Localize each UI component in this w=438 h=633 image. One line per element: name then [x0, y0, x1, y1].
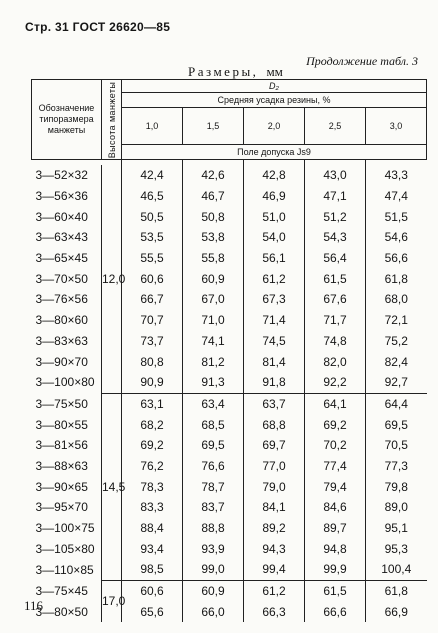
- table-continuation-label: Продолжение табл. 3: [306, 54, 418, 68]
- table-row: [32, 310, 427, 331]
- table-row: [32, 476, 427, 497]
- value-cell: 80,8: [122, 351, 183, 372]
- table-row: [32, 497, 427, 518]
- value-cell: 53,8: [183, 227, 244, 248]
- value-cell: 68,2: [122, 414, 183, 435]
- value-cell: 89,7: [305, 518, 366, 539]
- designation-cell: 3—90×70: [32, 351, 102, 372]
- value-cell: 81,2: [183, 351, 244, 372]
- value-cell: 71,7: [305, 310, 366, 331]
- designation-cell: 3—110×85: [32, 559, 102, 580]
- value-cell: 67,0: [183, 289, 244, 310]
- value-cell: 69,5: [183, 435, 244, 456]
- value-cell: 91,8: [244, 372, 305, 393]
- designation-cell: 3—100×80: [32, 372, 102, 393]
- value-cell: 83,7: [183, 497, 244, 518]
- value-cell: 82,0: [305, 351, 366, 372]
- designation-cell: 3—80×55: [32, 414, 102, 435]
- shrinkage-col-2: 1,5: [183, 108, 244, 145]
- value-cell: 46,7: [183, 186, 244, 207]
- designation-cell: 3—83×63: [32, 331, 102, 352]
- header-height: [102, 80, 122, 160]
- table-row: [32, 580, 427, 601]
- value-cell: 67,6: [305, 289, 366, 310]
- value-cell: 92,7: [384, 375, 408, 390]
- value-cell: 77,0: [244, 456, 305, 477]
- value-cell: 84,6: [305, 497, 366, 518]
- value-cell: 61,2: [244, 268, 305, 289]
- value-cell: 83,3: [122, 497, 183, 518]
- table-row: [32, 435, 427, 456]
- table-row: [32, 186, 427, 207]
- value-cell: 42,6: [183, 165, 244, 186]
- value-cell: 54,0: [244, 227, 305, 248]
- value-cell: 43,0: [305, 165, 366, 186]
- table-row: [32, 559, 427, 580]
- value-cell: 55,8: [183, 248, 244, 269]
- value-cell: 70,5: [384, 438, 408, 453]
- value-cell: 64,4: [366, 393, 427, 414]
- shrinkage-col-4: 2,5: [305, 108, 366, 145]
- table-row: [32, 268, 427, 289]
- table-row: [32, 289, 427, 310]
- page-number: 116: [24, 598, 44, 613]
- value-cell: 47,4: [384, 189, 408, 204]
- value-cell: 95,1: [384, 521, 408, 536]
- table-row: [32, 331, 427, 352]
- value-cell: 66,0: [183, 601, 244, 622]
- designation-cell: 3—90×65: [32, 476, 102, 497]
- value-cell: 75,2: [384, 333, 408, 348]
- value-cell: 60,6: [122, 580, 183, 601]
- value-cell: 76,6: [183, 456, 244, 477]
- table-row: [32, 601, 427, 622]
- shrinkage-col-5: 3,0: [366, 108, 427, 145]
- table-row: [32, 351, 427, 372]
- dimensions-caption: [188, 64, 283, 80]
- value-cell: 81,4: [244, 351, 305, 372]
- table-row: [32, 518, 427, 539]
- value-cell: 78,7: [183, 476, 244, 497]
- value-cell: 79,4: [305, 476, 366, 497]
- value-cell: 61,5: [305, 268, 366, 289]
- table-row: [32, 393, 427, 414]
- table-row: [32, 165, 427, 186]
- shrinkage-col-3: 2,0: [244, 108, 305, 145]
- designation-cell: 3—63×43: [32, 227, 102, 248]
- value-cell: 82,4: [384, 354, 408, 369]
- value-cell: 79,0: [244, 476, 305, 497]
- value-cell: 99,0: [183, 559, 244, 580]
- value-cell: 93,9: [183, 538, 244, 559]
- value-cell: 66,7: [122, 289, 183, 310]
- designation-cell: 3—76×56: [32, 289, 102, 310]
- designation-cell: 3—60×40: [32, 206, 102, 227]
- value-cell: 66,9: [384, 604, 408, 619]
- header-height-text: Высота манжеты: [106, 81, 117, 158]
- designation-cell: 3—65×45: [32, 248, 102, 269]
- value-cell: 60,9: [183, 580, 244, 601]
- value-cell: 99,4: [244, 559, 305, 580]
- height-cell: 12,0: [102, 165, 122, 393]
- value-cell: 61,2: [244, 580, 305, 601]
- value-cell: 51,2: [305, 206, 366, 227]
- caption-unit: мм: [266, 64, 283, 79]
- value-cell: 98,5: [122, 559, 183, 580]
- value-cell: 55,5: [122, 248, 183, 269]
- value-cell: 69,7: [244, 435, 305, 456]
- shrinkage-col-1: 1,0: [122, 108, 183, 145]
- value-cell: 50,5: [122, 206, 183, 227]
- header-shrinkage: Средняя усадка резины, %: [122, 93, 427, 108]
- header-designation: Обозначение типоразмера манжеты: [32, 80, 102, 160]
- value-cell: 77,3: [384, 458, 408, 473]
- table-row: [32, 538, 427, 559]
- value-cell: 42,4: [122, 165, 183, 186]
- value-cell: 99,9: [305, 559, 366, 580]
- designation-cell: 3—100×75: [32, 518, 102, 539]
- table-row: [32, 227, 427, 248]
- value-cell: 77,4: [305, 456, 366, 477]
- value-cell: 67,3: [244, 289, 305, 310]
- header-d2: D₂: [122, 80, 427, 93]
- page-header: Стр. 31 ГОСТ 26620—85: [25, 20, 171, 34]
- value-cell: 63,7: [244, 393, 305, 414]
- value-cell: 70,2: [305, 435, 366, 456]
- header-tolerance: Поле допуска Js9: [122, 145, 427, 160]
- designation-cell: 3—52×32: [32, 165, 102, 186]
- value-cell: 63,1: [122, 393, 183, 414]
- value-cell: 47,1: [305, 186, 366, 207]
- table-row: [32, 372, 427, 393]
- value-cell: 76,2: [122, 456, 183, 477]
- height-cell: 14,5: [102, 393, 122, 580]
- value-cell: 46,9: [244, 186, 305, 207]
- value-cell: 92,2: [305, 372, 366, 393]
- value-cell: 69,5: [384, 417, 408, 432]
- value-cell: 68,0: [384, 292, 408, 307]
- value-cell: 100,4: [381, 562, 412, 577]
- value-cell: 78,3: [122, 476, 183, 497]
- value-cell: 51,0: [244, 206, 305, 227]
- value-cell: 72,1: [384, 313, 408, 328]
- designation-cell: 3—80×60: [32, 310, 102, 331]
- value-cell: 68,5: [183, 414, 244, 435]
- value-cell: 74,5: [244, 331, 305, 352]
- value-cell: 69,2: [122, 435, 183, 456]
- value-cell: 93,4: [122, 538, 183, 559]
- value-cell: 42,8: [244, 165, 305, 186]
- value-cell: 61,8: [366, 580, 427, 601]
- value-cell: 74,1: [183, 331, 244, 352]
- value-cell: 56,6: [384, 251, 408, 266]
- value-cell: 56,1: [244, 248, 305, 269]
- value-cell: 66,3: [244, 601, 305, 622]
- table-row: [32, 206, 427, 227]
- value-cell: 88,4: [122, 518, 183, 539]
- designation-cell: 3—70×50: [32, 268, 102, 289]
- table-row: [32, 414, 427, 435]
- value-cell: 68,8: [244, 414, 305, 435]
- designation-cell: 3—75×45: [32, 580, 102, 601]
- value-cell: 61,5: [305, 580, 366, 601]
- value-cell: 60,9: [183, 268, 244, 289]
- value-cell: 71,4: [244, 310, 305, 331]
- value-cell: 71,0: [183, 310, 244, 331]
- value-cell: 84,1: [244, 497, 305, 518]
- value-cell: 54,6: [384, 230, 408, 245]
- value-cell: 73,7: [122, 331, 183, 352]
- table-row: [32, 456, 427, 477]
- value-cell: 65,6: [122, 601, 183, 622]
- value-cell: 43,3: [384, 168, 408, 183]
- caption-title: Размеры,: [188, 64, 259, 79]
- value-cell: 91,3: [183, 372, 244, 393]
- value-cell: 70,7: [122, 310, 183, 331]
- value-cell: 69,2: [305, 414, 366, 435]
- height-cell: 17,0: [102, 580, 122, 622]
- value-cell: 88,8: [183, 518, 244, 539]
- designation-cell: 3—88×63: [32, 456, 102, 477]
- value-cell: 90,9: [122, 372, 183, 393]
- value-cell: 54,3: [305, 227, 366, 248]
- table-row: [32, 248, 427, 269]
- designation-cell: 3—81×56: [32, 435, 102, 456]
- value-cell: 53,5: [122, 227, 183, 248]
- value-cell: 60,6: [122, 268, 183, 289]
- value-cell: 89,0: [384, 500, 408, 515]
- designation-cell: 3—95×70: [32, 497, 102, 518]
- designation-cell: 3—80×50: [32, 601, 102, 622]
- value-cell: 94,8: [305, 538, 366, 559]
- designation-cell: 3—105×80: [32, 538, 102, 559]
- value-cell: 50,8: [183, 206, 244, 227]
- value-cell: 89,2: [244, 518, 305, 539]
- value-cell: 61,8: [384, 271, 408, 286]
- value-cell: 79,8: [384, 479, 408, 494]
- value-cell: 64,1: [305, 393, 366, 414]
- designation-cell: 3—56×36: [32, 186, 102, 207]
- value-cell: 51,5: [384, 209, 408, 224]
- dimensions-table: [31, 79, 427, 622]
- value-cell: 66,6: [305, 601, 366, 622]
- value-cell: 46,5: [122, 186, 183, 207]
- value-cell: 56,4: [305, 248, 366, 269]
- designation-cell: 3—75×50: [32, 393, 102, 414]
- value-cell: 94,3: [244, 538, 305, 559]
- value-cell: 95,3: [384, 541, 408, 556]
- value-cell: 74,8: [305, 331, 366, 352]
- value-cell: 63,4: [183, 393, 244, 414]
